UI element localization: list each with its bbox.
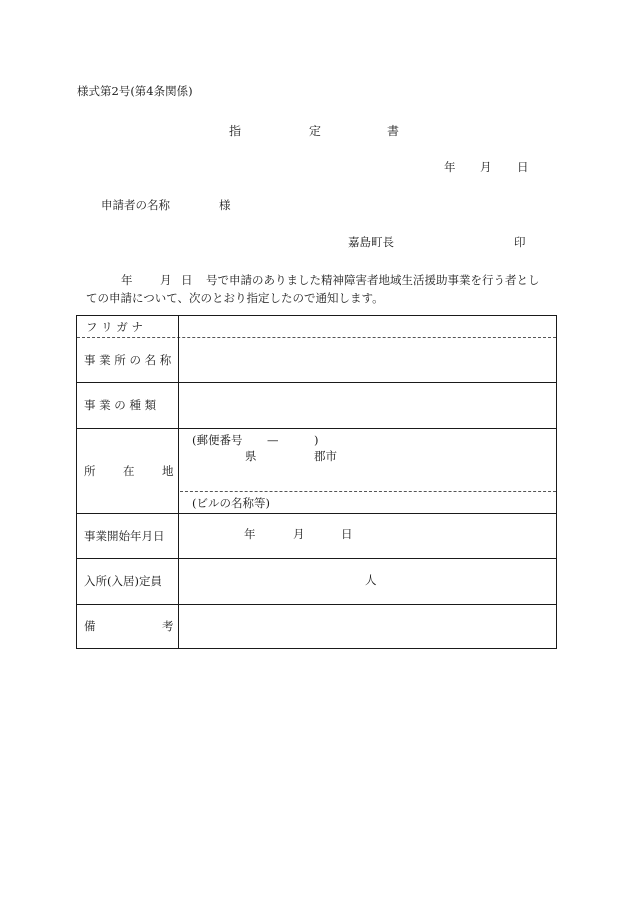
location-label-cell (77, 428, 179, 513)
capacity-row (77, 558, 556, 605)
start-date-year: 年 (244, 527, 256, 541)
issue-date-day: 日 (517, 160, 529, 174)
start-date-month: 月 (293, 527, 305, 541)
applicant-honorific: 様 (219, 198, 231, 212)
body-text-1: 号で申請のありました精神障害者地域生活援助事業を行う者とし (206, 273, 540, 287)
seal-mark: 印 (514, 235, 526, 249)
office-name-label: 事 業 所 の 名 称 (84, 352, 172, 367)
postal-code-dash: — (267, 433, 279, 447)
body-text-line-2: ての申請について、次のとおり指定したので通知します。 (86, 291, 384, 305)
issuer-name: 嘉島町長 (348, 235, 394, 249)
office-name-label-cell (77, 337, 179, 382)
business-type-field[interactable] (180, 382, 556, 428)
business-type-row (77, 382, 556, 429)
furigana-field[interactable] (180, 316, 556, 337)
business-type-label-cell (77, 382, 179, 428)
body-date-month: 月 (160, 273, 172, 287)
prefecture-label: 県 (245, 449, 257, 463)
remarks-row (77, 604, 556, 648)
furigana-label: フ リ ガ ナ (86, 319, 143, 334)
body-date-day: 日 (181, 273, 193, 287)
capacity-label: 入所(入居)定員 (84, 574, 162, 588)
applicant-row (0, 200, 630, 214)
office-name-field[interactable] (180, 337, 556, 382)
issue-date-year: 年 (444, 160, 456, 174)
form-number: 様式第2号(第4条関係) (77, 84, 193, 98)
location-divider (180, 491, 556, 492)
building-name-label: (ビルの名称等) (192, 496, 270, 510)
start-date-label-cell (77, 513, 179, 558)
location-label-1: 所 (84, 463, 96, 478)
start-date-field[interactable] (180, 513, 556, 558)
document-title (0, 125, 630, 139)
county-city-label: 郡市 (314, 449, 337, 463)
office-name-row (77, 337, 556, 383)
capacity-label-cell (77, 558, 179, 604)
title-char-1: 指 (229, 124, 242, 138)
location-row (77, 428, 556, 514)
applicant-label: 申請者の名称 (101, 198, 170, 212)
location-label-3: 地 (162, 463, 174, 478)
remarks-label-1: 備 (84, 619, 96, 633)
start-date-row (77, 513, 556, 559)
postal-code-label: (郵便番号 (192, 433, 243, 447)
title-char-3: 書 (387, 124, 400, 138)
start-date-day: 日 (341, 527, 353, 541)
body-date-year: 年 (121, 273, 133, 287)
remarks-field[interactable] (180, 604, 556, 648)
remarks-label-2: 考 (162, 619, 174, 633)
capacity-unit: 人 (365, 573, 377, 587)
issuer-row (0, 237, 630, 251)
business-type-label: 事 業 の 種 類 (84, 398, 157, 412)
body-text-line-1 (0, 275, 630, 289)
remarks-label-cell (77, 604, 179, 648)
location-field[interactable] (180, 428, 556, 513)
designation-table (76, 315, 557, 649)
issue-date-month: 月 (480, 160, 492, 174)
start-date-label: 事業開始年月日 (84, 528, 165, 543)
issue-date (0, 162, 630, 176)
postal-code-close: ) (314, 433, 319, 447)
furigana-row (77, 316, 556, 338)
capacity-field[interactable] (180, 558, 556, 604)
location-label-2: 在 (123, 463, 135, 478)
furigana-label-cell (77, 316, 179, 337)
title-char-2: 定 (309, 124, 322, 138)
